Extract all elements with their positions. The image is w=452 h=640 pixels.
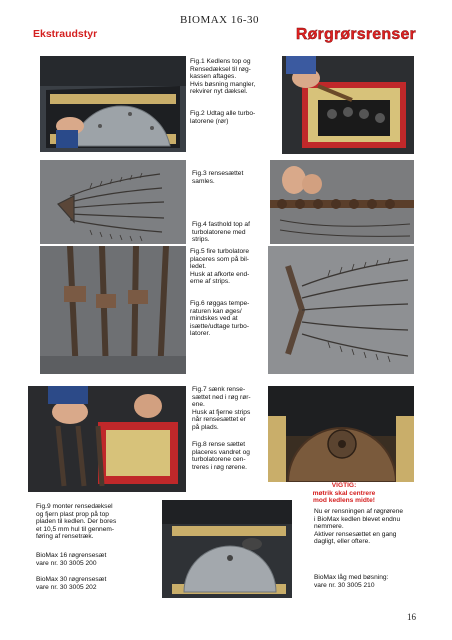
photo-fig2-remove-turbolators: [282, 56, 414, 154]
warning-note: VIGTIG: møtrik skal centrere mod kedlens midte!: [312, 482, 376, 505]
photo-fig7-lower-set: [28, 386, 186, 492]
lid-order-info: BioMax låg med bøsning: vare nr. 30 3005 210: [314, 574, 389, 589]
photo-fig4-strips: [270, 160, 414, 244]
order-info-biomax16: BioMax 16 røgrensesæt vare nr. 30 3005 200: [36, 552, 107, 567]
section-label: Ekstraudstyr: [33, 28, 98, 40]
caption-fig1: Fig.1 Kedlens top og Rensedæksel til røg- kassen aftages. Hvis bøsning mangler, rekvirer nyt dæksel.: [190, 58, 256, 96]
caption-fig7: Fig.7 sænk rense- sættet ned i røg rør- ene. Husk at fjerne strips når rensesættet er på plads.: [192, 386, 251, 431]
order-info-biomax30: BioMax 30 røgrensesæt vare nr. 30 3005 202: [36, 576, 107, 591]
photo-fig3-cleaning-set: [40, 160, 186, 244]
caption-fig5: Fig.5 fire turbolatore placeres som på bil- ledet. Husk at afkorte end- erne af strips.: [190, 248, 250, 286]
photo-fig9-mounted-cover: [162, 500, 292, 598]
caption-fig6: Fig.6 røggas tempe- raturen kan øges/ mindskes ved at isætte/udtage turbo- latorer.: [190, 300, 250, 338]
photo-fig8-centered-set: [268, 386, 414, 482]
caption-fig2: Fig.2 Udtag alle turbo- latorene (rør): [190, 110, 256, 125]
photo-fig1-boiler-cover: [40, 56, 186, 152]
caption-fig4: Fig.4 fasthold top af turbolatorene med strips.: [192, 221, 250, 244]
caption-fig9: Fig.9 monter rensedæksel og fjern plast prop på top pladen til kedlen. Der bores et 10,5 mm hul til gennem- føring af rensetræk.: [36, 503, 117, 541]
product-title: Rørgrørsrenser: [295, 26, 416, 43]
cleaning-note: Nu er rensningen af røgrørene i BioMax kedlen blevet endnu nemmere. Aktiver rensesættet en gang dagligt, eller oftere.: [314, 508, 404, 546]
photo-fig5-four-turbolators: [40, 246, 186, 374]
page-title: BIOMAX 16-30: [180, 14, 260, 26]
caption-fig3: Fig.3 rensesættet samles.: [192, 170, 244, 185]
caption-fig8: Fig.8 rense sættet placeres vandret og turbolatorene cen- treres i røg rørene.: [192, 441, 250, 471]
page-number: 16: [407, 612, 416, 622]
photo-fig6-assembled-set: [268, 246, 414, 374]
